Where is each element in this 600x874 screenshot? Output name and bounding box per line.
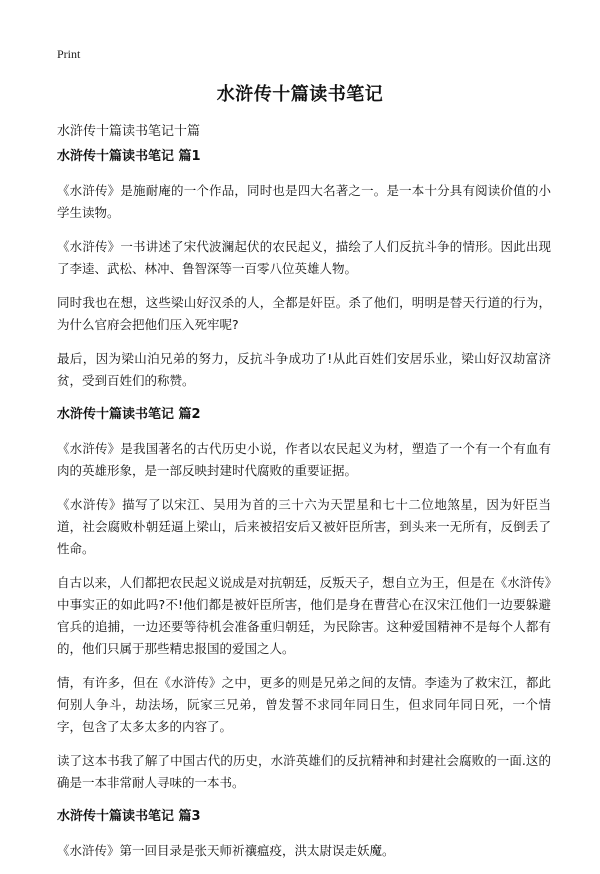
- print-label: Print: [57, 47, 81, 61]
- paragraph: 自古以来，人们都把农民起义说成是对抗朝廷，反叛天子，想自立为王，但是在《水浒传》中事实正的如此吗?不!他们都是被奸臣所害，他们是身在曹营心在汉宋江他们一边要躲避官兵的追捕，一边还要等待机会准备重归朝廷，为民除害。这种爱国精神不是每个人都有的，他们只属于那些精忠报国的爱国之人。: [57, 575, 551, 656]
- paragraph: 《水浒传》是施耐庵的一个作品，同时也是四大名著之一。是一本十分具有阅读价值的小学生读物。: [57, 183, 551, 220]
- paragraph: 《水浒传》是我国著名的古代历史小说，作者以农民起义为材，塑造了一个有一个有血有肉的英雄形象，是一部反映封建时代腐败的重要证据。: [57, 441, 551, 478]
- section-heading-2: 水浒传十篇读书笔记 篇2: [57, 407, 201, 422]
- document-body: [57, 148, 551, 874]
- paragraph: 最后，因为梁山泊兄弟的努力，反抗斗争成功了!从此百姓们安居乐业，梁山好汉劫富济贫，受到百姓们的称赞。: [57, 351, 551, 388]
- paragraph: 情，有许多，但在《水浒传》之中，更多的则是兄弟之间的友情。李逵为了救宋江，都此何别人争斗，劫法场，阮家三兄弟，曾发誓不求同年同日生，但求同年同日死，一个情字，包含了太多太多的内容了。: [57, 675, 551, 734]
- section-heading-1: 水浒传十篇读书笔记 篇1: [57, 149, 201, 164]
- paragraph: 《水浒传》第一回目录是张天师祈禳瘟疫，洪太尉误走妖魔。: [57, 843, 395, 858]
- document-subtitle: 水浒传十篇读书笔记十篇: [57, 124, 201, 139]
- paragraph: 读了这本书我了解了中国古代的历史，水浒英雄们的反抗精神和封建社会腐败的一面.这的确是一本非常耐人寻味的一本书。: [57, 753, 551, 790]
- section-heading-3: 水浒传十篇读书笔记 篇3: [57, 809, 201, 824]
- page-title: 水浒传十篇读书笔记: [216, 84, 384, 105]
- paragraph: 同时我也在想，这些梁山好汉杀的人，全都是奸臣。杀了他们，明明是替天行道的行为，为什么官府会把他们压入死牢呢?: [57, 295, 551, 332]
- paragraph: 《水浒传》描写了以宋江、吴用为首的三十六为天罡星和七十二位地煞星，因为奸臣当道，社会腐败朴朝廷逼上梁山，后来被招安后又被奸臣所害，到头来一无所有，反倒丢了性命。: [57, 497, 551, 556]
- paragraph: 《水浒传》一书讲述了宋代波澜起伏的农民起义，描绘了人们反抗斗争的情形。因此出现了李逵、武松、林冲、鲁智深等一百零八位英雄人物。: [57, 239, 551, 276]
